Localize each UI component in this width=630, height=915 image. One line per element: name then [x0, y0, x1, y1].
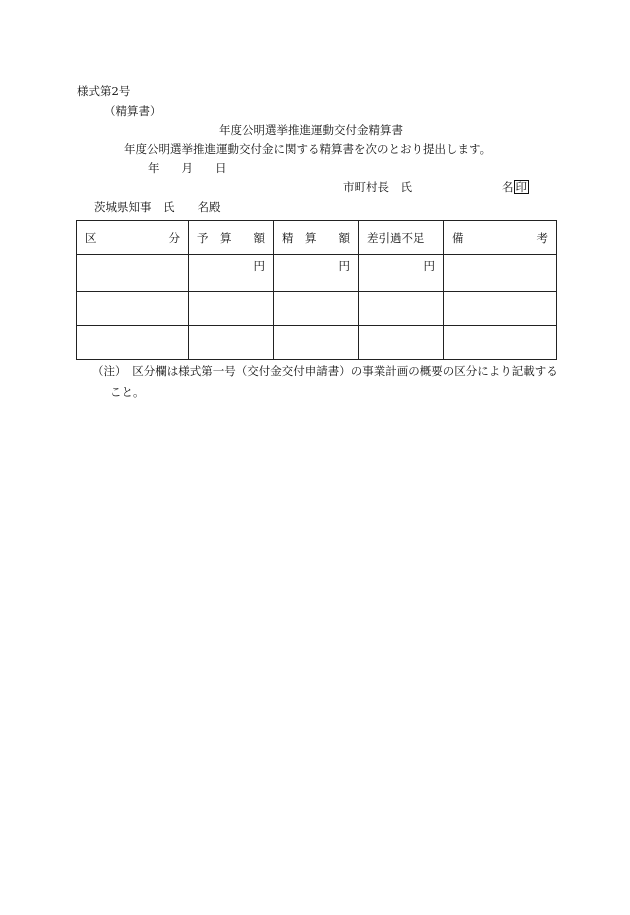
cell-remarks[interactable] — [444, 326, 557, 360]
cell-settlement[interactable]: 円 — [274, 255, 359, 292]
date-year: 年 — [148, 161, 160, 175]
cell-remarks[interactable] — [444, 255, 557, 292]
note-line-1: （注） 区分欄は様式第一号（交付金交付申請書）の事業計画の概要の区分により記載する — [92, 364, 558, 378]
table-row — [77, 292, 557, 326]
header-category: 区 分 — [77, 221, 189, 255]
header-difference: 差引過不足 — [359, 221, 444, 255]
date-line — [148, 161, 227, 175]
document-subtitle: （精算書） — [104, 104, 162, 118]
cell-difference[interactable] — [359, 292, 444, 326]
cell-settlement[interactable] — [274, 292, 359, 326]
cell-difference[interactable]: 円 — [359, 255, 444, 292]
cell-budget[interactable] — [189, 326, 274, 360]
cell-category[interactable] — [77, 326, 189, 360]
cell-remarks[interactable] — [444, 292, 557, 326]
header-settlement: 精 算 額 — [274, 221, 359, 255]
date-day: 日 — [215, 161, 227, 175]
mayor-name-text: 名 — [502, 180, 514, 194]
table-header-row — [77, 221, 557, 255]
cell-budget[interactable]: 円 — [189, 255, 274, 292]
cell-budget[interactable] — [189, 292, 274, 326]
header-budget: 予 算 額 — [189, 221, 274, 255]
form-number: 様式第2号 — [77, 84, 131, 98]
table-row — [77, 255, 557, 292]
note-line-2: こと。 — [110, 385, 145, 399]
mayor-name-label — [502, 180, 529, 194]
table-row — [77, 326, 557, 360]
mayor-label: 市町村長 氏 — [343, 180, 412, 194]
cell-category[interactable] — [77, 292, 189, 326]
date-month: 月 — [181, 161, 193, 175]
addressee: 茨城県知事 氏 名殿 — [94, 200, 221, 214]
cell-settlement[interactable] — [274, 326, 359, 360]
header-remarks: 備 考 — [444, 221, 557, 255]
cell-difference[interactable] — [359, 326, 444, 360]
seal-mark: 印 — [515, 180, 527, 194]
cell-category[interactable] — [77, 255, 189, 292]
document-title: 年度公明選挙推進運動交付金精算書 — [219, 123, 403, 137]
settlement-table — [76, 220, 557, 360]
intro-text: 年度公明選挙推進運動交付金に関する精算書を次のとおり提出します。 — [124, 142, 492, 156]
